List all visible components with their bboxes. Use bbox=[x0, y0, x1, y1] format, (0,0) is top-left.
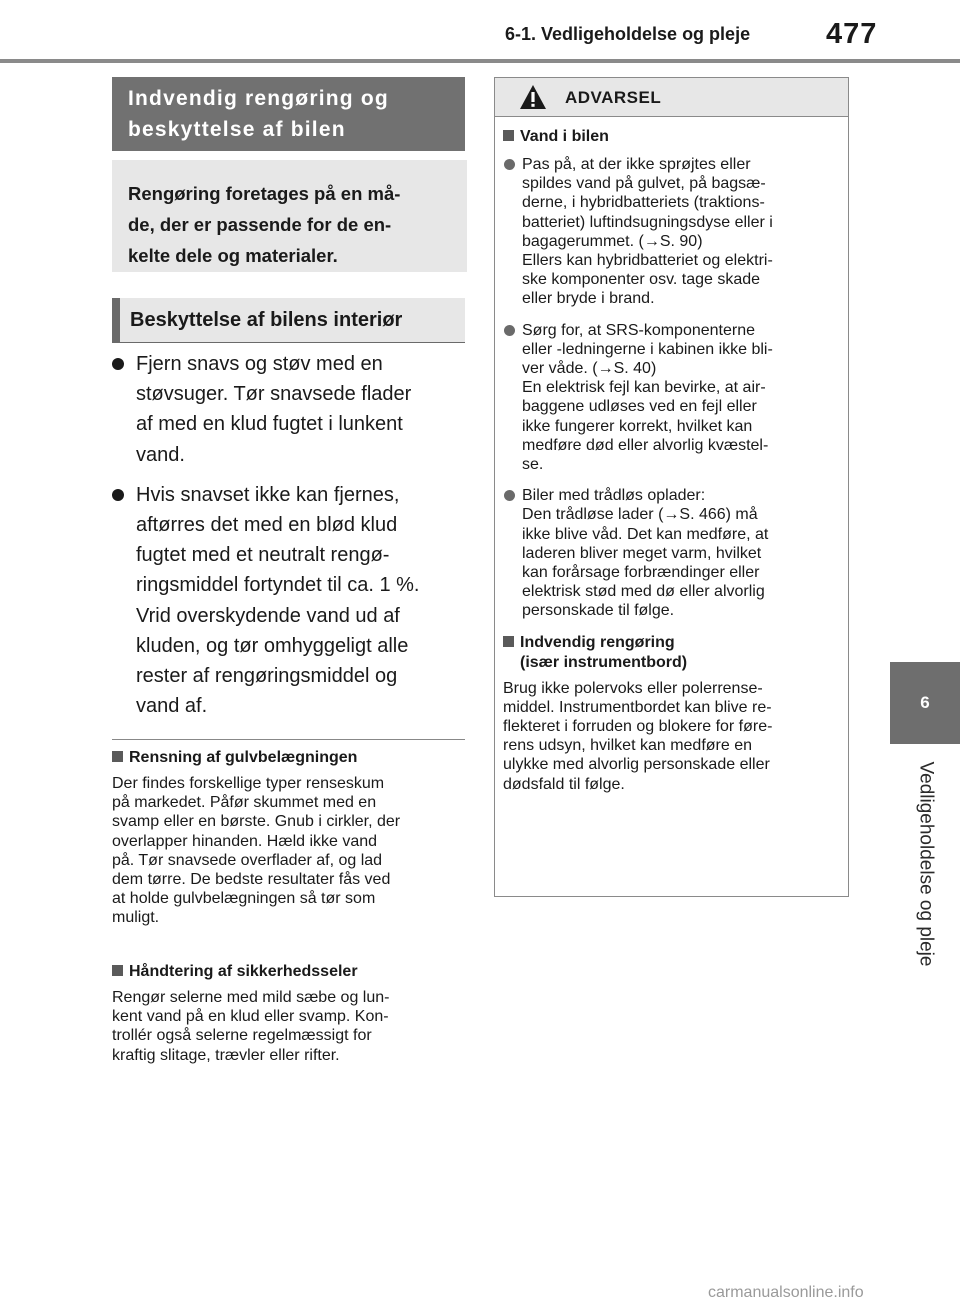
warning-line: medføre død eller alvorlig kvæstel- bbox=[522, 436, 769, 454]
warning-paragraph bbox=[503, 679, 840, 794]
warning-box bbox=[494, 77, 849, 897]
intro-line: de, der er passende for de en- bbox=[128, 214, 392, 235]
warning-body bbox=[495, 117, 848, 794]
paragraph-line: på. Tør snavsede overflader af, og lad bbox=[112, 851, 383, 869]
paragraph-line: muligt. bbox=[112, 909, 160, 927]
bullet-line: af med en klud fugtet i lunkent bbox=[136, 413, 403, 436]
warning-subheading-text: Vand i bilen bbox=[520, 128, 609, 145]
bullet-line: fugtet med et neutralt rengø- bbox=[136, 544, 390, 567]
bullet-line: kluden, og tør omhyggeligt alle bbox=[136, 634, 409, 657]
square-bullet-icon bbox=[503, 636, 514, 647]
bullet-line: Vrid overskydende vand ud af bbox=[136, 604, 400, 627]
chapter-tab-number: 6 bbox=[890, 662, 960, 744]
paragraph-line: på markedet. Påfør skummet med en bbox=[112, 794, 377, 812]
warning-line: Biler med trådløs oplader: bbox=[522, 487, 706, 505]
warning-subheading bbox=[503, 127, 840, 147]
bullet-line: Fjern snavs og støv med en bbox=[136, 353, 383, 375]
subsection-heading bbox=[112, 748, 467, 768]
warning-line: dødsfald til følge. bbox=[503, 775, 625, 793]
warning-line: se. bbox=[522, 456, 544, 474]
bullet-line: rester af rengøringsmiddel og bbox=[136, 665, 398, 688]
bullet-line: ringsmiddel fortyndet til ca. 1 %. bbox=[136, 574, 420, 597]
warning-item bbox=[503, 321, 840, 475]
intro-box bbox=[112, 160, 467, 272]
warning-header bbox=[495, 78, 848, 117]
subsection-paragraph bbox=[112, 988, 467, 1065]
square-bullet-icon bbox=[112, 965, 123, 976]
warning-item bbox=[503, 155, 840, 309]
header-rule bbox=[0, 59, 960, 63]
warning-line: kan forårsage forbrændinger eller bbox=[522, 564, 760, 582]
bullet-item bbox=[112, 480, 472, 722]
bullet-line: støvsuger. Tør snavsede flader bbox=[136, 383, 412, 406]
paragraph-line: kent vand på en klud eller svamp. Kon- bbox=[112, 1008, 389, 1026]
subsection-heading bbox=[112, 962, 467, 982]
square-bullet-icon bbox=[112, 751, 123, 762]
subsection-floor-cleaning bbox=[112, 748, 467, 928]
subsection-heading-text: Rensning af gulvbelægningen bbox=[129, 749, 358, 766]
warning-line: Ellers kan hybridbatteriet og elektri- bbox=[522, 252, 773, 270]
warning-subheading bbox=[503, 633, 840, 673]
warning-subheading-text: Indvendig rengøring bbox=[520, 633, 675, 651]
warning-line: ikke fungerer korrekt, hvilket kan bbox=[522, 417, 753, 435]
warning-line: ske komponenter osv. tage skade bbox=[522, 271, 761, 289]
warning-triangle-icon bbox=[519, 84, 547, 110]
bullet-line: aftørres det med en blød klud bbox=[136, 514, 398, 537]
warning-line: eller -ledningerne i kabinen ikke bli- bbox=[522, 340, 773, 358]
warning-line: personskade til følge. bbox=[522, 602, 675, 620]
warning-line: En elektrisk fejl kan bevirke, at air- bbox=[522, 379, 766, 397]
paragraph-line: at holde gulvbelægningen så tør som bbox=[112, 890, 376, 908]
warning-item bbox=[503, 486, 840, 620]
intro-line: Rengøring foretages på en må- bbox=[128, 183, 401, 204]
warning-line: eller bryde i brand. bbox=[522, 290, 655, 308]
paragraph-line: svamp eller en børste. Gnub i cirkler, der bbox=[112, 813, 401, 831]
paragraph-line: dem tørre. De bedste resultater fås ved bbox=[112, 871, 391, 889]
section-heading: Beskyttelse af bilens interiør bbox=[112, 298, 465, 343]
warning-line: flekteret i forruden og blokere for føre- bbox=[503, 718, 773, 736]
warning-line: ikke blive våd. Det kan medføre, at bbox=[522, 525, 769, 543]
warning-line: ulykke med alvorlig personskade eller bbox=[503, 756, 770, 774]
paragraph-line: Der findes forskellige typer renseskum bbox=[112, 775, 385, 792]
intro-line: kelte dele og materialer. bbox=[128, 245, 338, 266]
bullet-line: vand. bbox=[136, 443, 185, 466]
warning-subheading-text: (især instrumentbord) bbox=[520, 653, 688, 671]
square-bullet-icon bbox=[503, 130, 514, 141]
subsection-heading-text: Håndtering af sikkerhedsseler bbox=[129, 963, 358, 980]
paragraph-line: kraftig slitage, trævler eller rifter. bbox=[112, 1046, 340, 1064]
warning-line: baggene udløses ved en fejl eller bbox=[522, 398, 757, 416]
warning-line: Sørg for, at SRS-komponenterne bbox=[522, 321, 755, 339]
warning-line: rens udsyn, hvilket kan medføre en bbox=[503, 737, 753, 755]
subsection-seatbelts bbox=[112, 962, 467, 1065]
bullet-list bbox=[112, 349, 472, 731]
chapter-title: Indvendig rengøring og beskyttelse af bilen bbox=[112, 77, 465, 151]
warning-line: elektrisk stød med dø eller alvorlig bbox=[522, 583, 765, 601]
watermark: carmanualsonline.info bbox=[708, 1284, 864, 1301]
warning-line: ver våde. (→S. 40) bbox=[522, 360, 657, 378]
section-divider bbox=[112, 739, 465, 740]
paragraph-line: Rengør selerne med mild sæbe og lun- bbox=[112, 989, 390, 1006]
paragraph-line: overlapper hinanden. Hæld ikke vand bbox=[112, 832, 378, 850]
bullet-item bbox=[112, 349, 472, 470]
warning-line: bagagerummet. (→S. 90) bbox=[522, 232, 703, 250]
chapter-tab-label bbox=[890, 744, 960, 984]
warning-line: Den trådløse lader (→S. 466) må bbox=[522, 506, 758, 524]
warning-line: Brug ikke polervoks eller polerrense- bbox=[503, 679, 763, 697]
warning-line: Pas på, at der ikke sprøjtes eller bbox=[522, 156, 751, 173]
bullet-line: Hvis snavset ikke kan fjernes, bbox=[136, 483, 400, 506]
subsection-paragraph bbox=[112, 774, 467, 928]
paragraph-line: trollér også selerne regelmæssigt for bbox=[112, 1027, 372, 1045]
page-number: 477 bbox=[826, 18, 878, 50]
warning-line: derne, i hybridbatteriets (traktions- bbox=[522, 194, 765, 212]
warning-title: ADVARSEL bbox=[565, 88, 662, 107]
running-header-title: 6-1. Vedligeholdelse og pleje bbox=[505, 24, 751, 44]
bullet-line: vand af. bbox=[136, 695, 208, 718]
chapter-tab-label-text: Vedligeholdelse og pleje bbox=[915, 761, 937, 967]
warning-line: laderen bliver meget varm, hvilket bbox=[522, 544, 762, 562]
warning-line: batteriet) luftindsugningsdyse eller i bbox=[522, 213, 773, 231]
warning-line: middel. Instrumentbordet kan blive re- bbox=[503, 698, 772, 716]
warning-line: spildes vand på gulvet, på bagsæ- bbox=[522, 175, 766, 193]
